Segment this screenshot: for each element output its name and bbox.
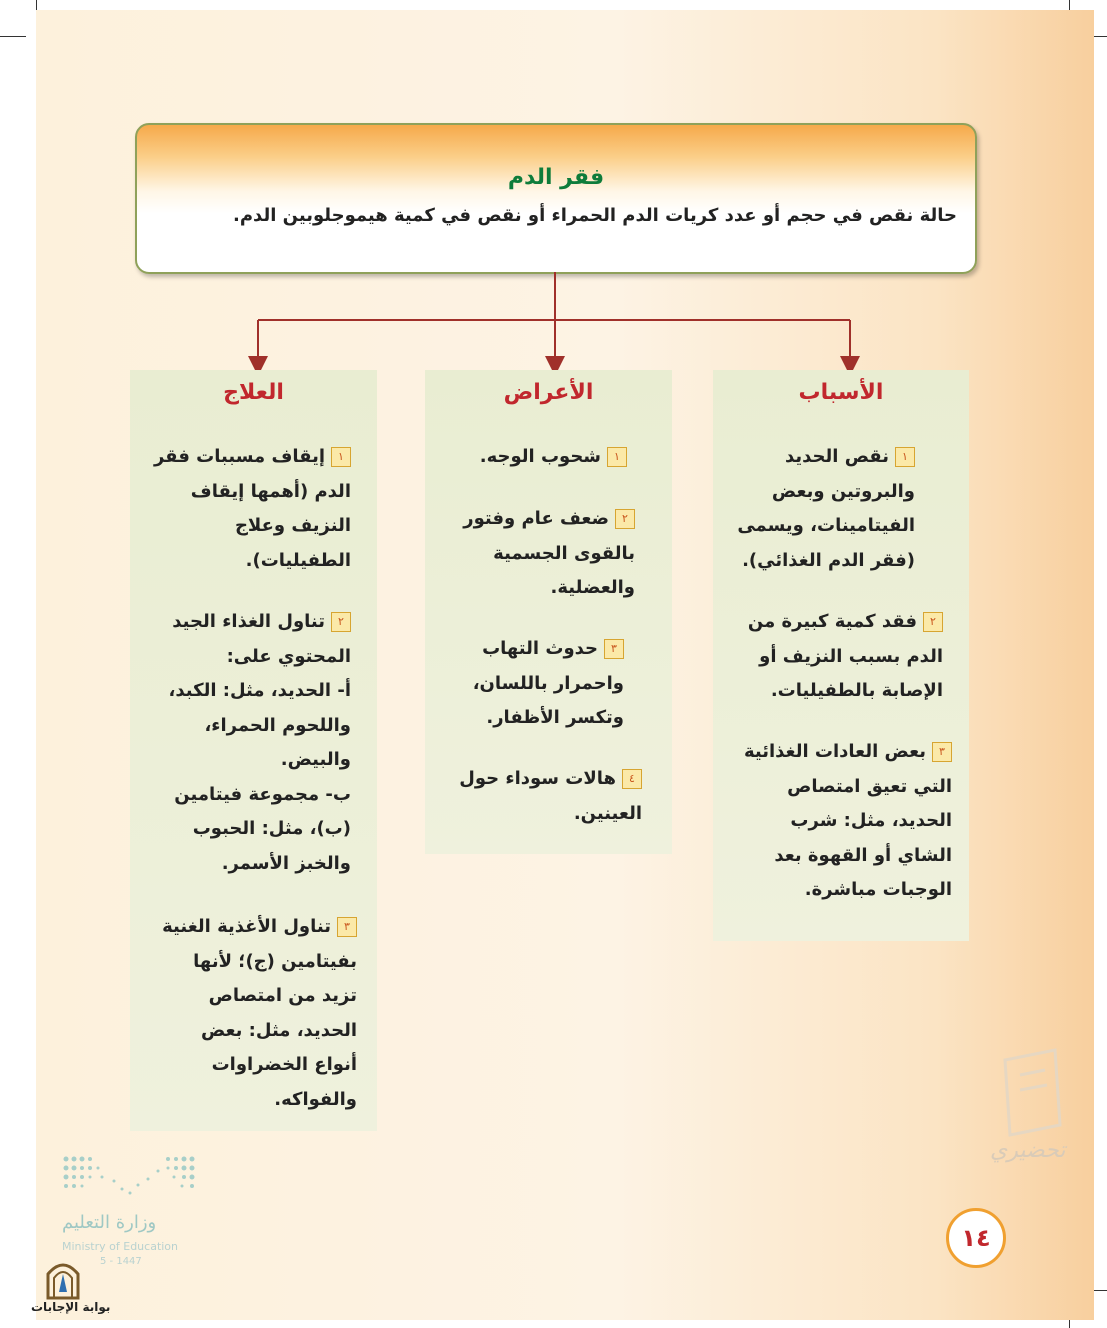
item-number: ٢	[923, 612, 943, 632]
treatment-heading: العلاج	[223, 380, 284, 405]
line: العينين.	[573, 802, 642, 824]
line: الحديد، مثل: بعض	[200, 1019, 357, 1041]
line: بعض العادات الغذائية	[743, 741, 926, 762]
line: واللحوم الحمراء،	[204, 714, 351, 736]
line: هالات سوداء حول	[459, 768, 616, 789]
line: شحوب الوجه.	[479, 446, 601, 467]
line: الدم (أهمها إيقاف	[190, 480, 351, 502]
item-number: ١	[607, 447, 627, 467]
line: ب- مجموعة فيتامين	[174, 783, 351, 805]
page-number: ١٤	[946, 1208, 1006, 1268]
book-watermark-icon	[985, 1045, 1075, 1140]
causes-heading: الأسباب	[798, 380, 884, 405]
item-number: ٢	[615, 509, 635, 529]
line: حدوث التهاب	[482, 638, 598, 659]
cause-item-2	[723, 605, 943, 709]
line: نقص الحديد	[785, 446, 889, 467]
line: والبروتين وبعض	[771, 480, 915, 502]
line: التي تعيق امتصاص	[787, 775, 952, 797]
line: الوجبات مباشرة.	[804, 879, 952, 900]
treatment-item-3	[142, 910, 357, 1117]
line: أ- الحديد، مثل: الكبد،	[168, 680, 351, 701]
cause-item-1	[715, 440, 915, 578]
line: الدم بسبب النزيف أو	[759, 645, 943, 667]
item-number: ٣	[932, 742, 952, 762]
line: والفواكه.	[274, 1088, 357, 1110]
item-number: ٢	[331, 612, 351, 632]
symptom-item-1	[447, 440, 627, 475]
ministry-logo-icon	[62, 1155, 198, 1201]
treatment-item-1	[141, 440, 351, 578]
line: بالقوى الجسمية	[493, 542, 635, 564]
line: تناول الأغذية الغنية	[162, 916, 331, 937]
site-logo-icon	[40, 1256, 86, 1300]
line: أنواع الخضراوات	[211, 1054, 357, 1075]
item-number: ٣	[604, 639, 624, 659]
cause-item-3	[722, 735, 952, 908]
ministry-name-arabic: وزارة التعليم	[62, 1212, 157, 1233]
item-number: ٣	[337, 917, 357, 937]
line: تزيد من امتصاص	[208, 985, 357, 1006]
line: تناول الغذاء الجيد	[172, 611, 325, 632]
ministry-year: 5 - 1447	[100, 1256, 142, 1267]
line: الفيتامينات، ويسمى	[737, 515, 915, 536]
line: والبيض.	[280, 749, 351, 770]
line: المحتوي على:	[226, 645, 351, 667]
symptom-item-3	[444, 632, 624, 736]
definition-text: حالة نقص في حجم أو عدد كريات الدم الحمراء أو نقص في كمية هيموجلوبين الدم.	[233, 205, 957, 226]
line: بفيتامين (ج)؛ لأنها	[193, 950, 357, 972]
site-label: بوابة الإجابات	[31, 1300, 111, 1314]
line: الحديد، مثل: شرب	[790, 810, 952, 831]
watermark-text: تحضيري	[990, 1138, 1066, 1163]
symptom-item-4	[442, 762, 642, 831]
line: (فقر الدم الغذائي).	[742, 549, 915, 571]
line: ضعف عام وفتور	[463, 508, 609, 529]
line: الإصابة بالطفيليات.	[770, 680, 943, 701]
line: وتكسر الأظفار.	[486, 707, 624, 728]
treatment-item-2	[136, 605, 351, 881]
page-title: فقر الدم	[507, 165, 605, 190]
symptoms-heading: الأعراض	[503, 380, 594, 405]
item-number: ١	[895, 447, 915, 467]
line: الطفيليات).	[245, 549, 351, 571]
item-number: ١	[331, 447, 351, 467]
line: والخبز الأسمر.	[221, 852, 351, 874]
ministry-name-english: Ministry of Education	[62, 1240, 179, 1253]
line: واحمرار باللسان،	[472, 672, 624, 694]
line: (ب)، مثل: الحبوب	[192, 818, 351, 839]
line: النزيف وعلاج	[234, 515, 351, 536]
line: فقد كمية كبيرة من	[747, 611, 917, 632]
line: إيقاف مسببات فقر	[153, 446, 325, 467]
symptom-item-2	[445, 502, 635, 606]
line: والعضلية.	[550, 577, 635, 598]
item-number: ٤	[622, 769, 642, 789]
line: الشاي أو القهوة بعد	[774, 844, 952, 866]
